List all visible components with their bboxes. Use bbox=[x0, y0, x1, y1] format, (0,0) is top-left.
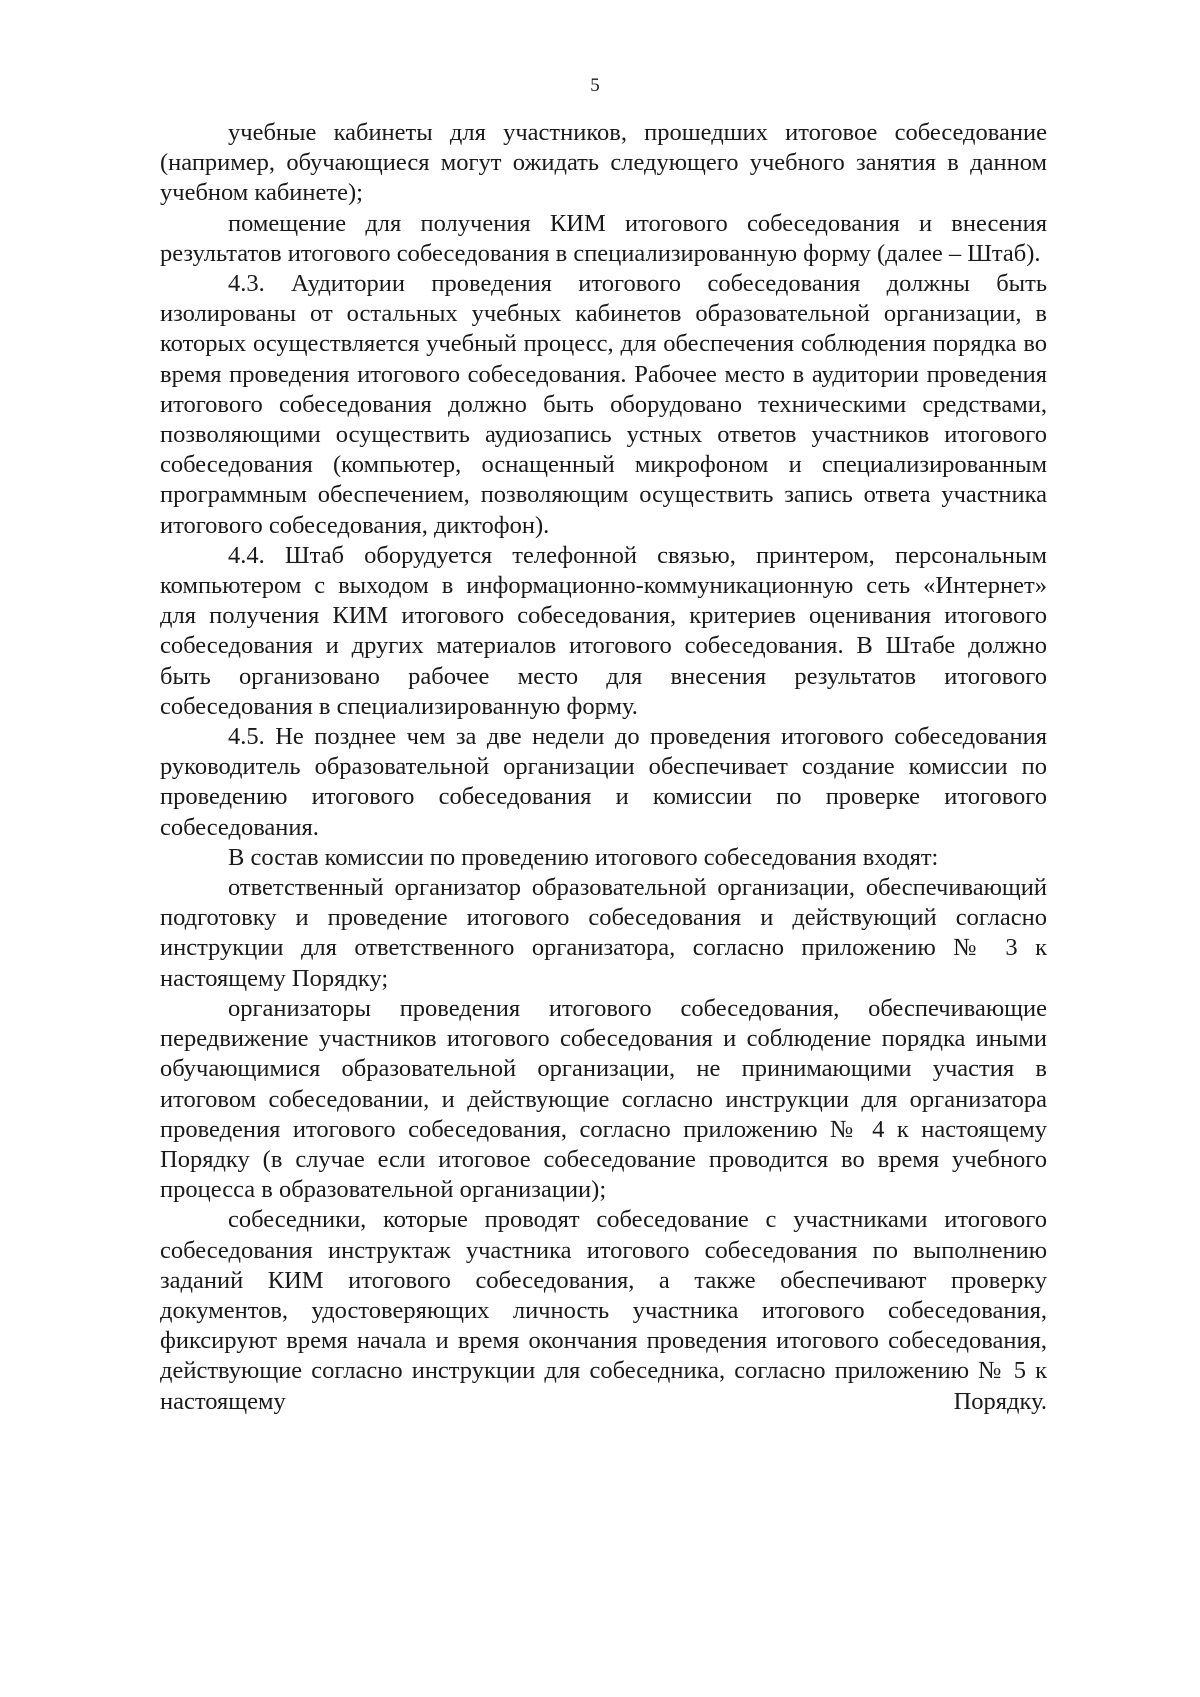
page-number: 5 bbox=[590, 75, 600, 96]
paragraph-interviewers: собеседники, которые проводят собеседование с участниками итогового собеседования инструктаж участника итогового собеседования по выполнению заданий КИМ итогового собеседования, а также обеспечивают проверку документов, удостоверяющих личность участника итогового собеседования, фиксируют время начала и время окончания проведения итогового собеседования, действующие согласно инструкции для собеседника, согласно приложению № 5 к настоящему Порядку. bbox=[160, 1206, 1047, 1415]
document-body bbox=[160, 118, 1047, 1417]
paragraph-4-5: 4.5. Не позднее чем за две недели до проведения итогового собеседования руководитель образовательной организации обеспечивает создание комиссии по проведению итогового собеседования и комиссии по проверке итогового собеседования. bbox=[160, 723, 1047, 841]
paragraph-headquarters-room: помещение для получения КИМ итогового собеседования и внесения результатов итогового собеседования в специализированную форму (далее – Штаб). bbox=[160, 209, 1047, 267]
paragraph-classrooms: учебные кабинеты для участников, прошедших итоговое собеседование (например, обучающиеся могут ожидать следующего учебного занятия в данном учебном кабинете); bbox=[160, 119, 1047, 207]
paragraph-organizers: организаторы проведения итогового собеседования, обеспечивающие передвижение участников итогового собеседования и соблюдение порядка иными обучающимися образовательной организации, не принимающими участия в итоговом собеседовании, и действующие согласно инструкции для организатора проведения итогового собеседования, согласно приложению № 4 к настоящему Порядку (в случае если итоговое собеседование проводится во время учебного процесса в образовательной организации); bbox=[160, 994, 1047, 1204]
paragraph-commission-composition: В состав комиссии по проведению итогового собеседования входят: bbox=[228, 843, 939, 871]
paragraph-responsible-organizer: ответственный организатор образовательной организации, обеспечивающий подготовку и проведение итогового собеседования и действующий согласно инструкции для ответственного организатора, согласно приложению № 3 к настоящему Порядку; bbox=[160, 874, 1047, 992]
paragraph-4-3: 4.3. Аудитории проведения итогового собеседования должны быть изолированы от остальных учебных кабинетов образовательной организации, в которых осуществляется учебный процесс, для обеспечения соблюдения порядка во время проведения итогового собеседования. Рабочее место в аудитории проведения итогового собеседования должно быть оборудовано техническими средствами, позволяющими осуществить аудиозапись устных ответов участников итогового собеседования (компьютер, оснащенный микрофоном и специализированным программным обеспечением, позволяющим осуществить запись ответа участника итогового собеседования, диктофон). bbox=[160, 270, 1047, 539]
paragraph-4-4: 4.4. Штаб оборудуется телефонной связью, принтером, персональным компьютером с выходом в информационно-коммуникационную сеть «Интернет» для получения КИМ итогового собеседования, критериев оценивания итогового собеседования и других материалов итогового собеседования. В Штабе должно быть организовано рабочее место для внесения результатов итогового собеседования в специализированную форму. bbox=[160, 541, 1047, 720]
